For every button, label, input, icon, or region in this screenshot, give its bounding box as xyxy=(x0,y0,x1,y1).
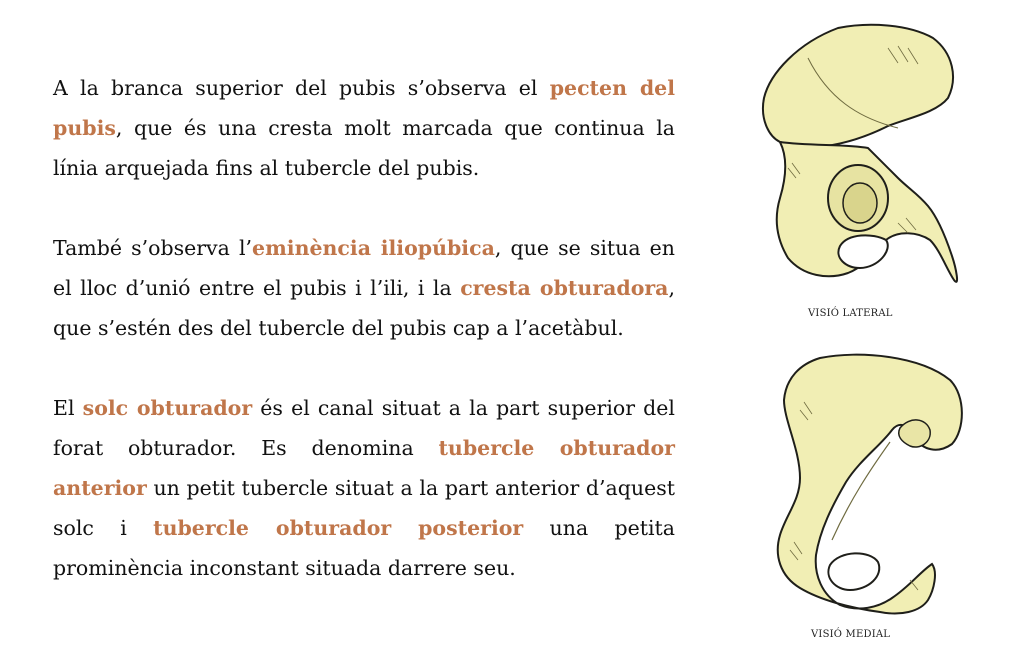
paragraph-1-text-1: A la branca superior del pubis s’observa el xyxy=(53,76,550,100)
paragraph-3-text-3: un petit tubercle situat a la part anterior d’aquest solc i xyxy=(53,476,675,540)
paragraph-3-text-4: una petita prominència inconstant situada darrere seu. xyxy=(53,516,675,580)
paragraph-1 xyxy=(53,68,675,188)
obturator-foramen xyxy=(838,235,887,268)
paragraph-3-text-2: és el canal situat a la part superior del forat obturador. Es denomina xyxy=(53,396,675,460)
paragraph-3-text-1: El xyxy=(53,396,83,420)
term-pecten-del-pubis: pecten del pubis xyxy=(53,76,675,140)
lateral-bone-outline xyxy=(763,25,953,147)
text-column xyxy=(53,68,675,628)
caption-lateral: VISIÓ LATERAL xyxy=(808,308,893,319)
paragraph-3 xyxy=(53,388,675,588)
paragraph-2-text-1: També s’observa l’ xyxy=(53,236,253,260)
term-solc-obturador: solc obturador xyxy=(82,396,253,420)
paragraph-2 xyxy=(53,228,675,348)
caption-medial: VISIÓ MEDIAL xyxy=(811,629,891,640)
term-tubercle-obturador-anterior: tubercle obturador anterior xyxy=(53,436,675,500)
paragraph-1-text-2: , que és una cresta molt marcada que continua la línia arquejada fins al tubercle del pubis. xyxy=(53,116,675,180)
acetabulum-fossa xyxy=(843,183,877,223)
hip-bone-medial-illustration xyxy=(760,350,968,618)
term-cresta-obturadora: cresta obturadora xyxy=(460,276,669,300)
paragraph-2-text-3: , que s’estén des del tubercle del pubis cap a l’acetàbul. xyxy=(53,276,675,340)
medial-obturator-foramen xyxy=(828,553,879,590)
term-eminencia-iliopubica: eminència iliopúbica xyxy=(252,236,495,260)
auricular-surface xyxy=(899,420,930,447)
term-tubercle-obturador-posterior: tubercle obturador posterior xyxy=(153,516,524,540)
hip-bone-lateral-illustration xyxy=(748,18,963,293)
paragraph-2-text-2: , que se situa en el lloc d’unió entre el pubis i l’ili, i la xyxy=(53,236,676,300)
